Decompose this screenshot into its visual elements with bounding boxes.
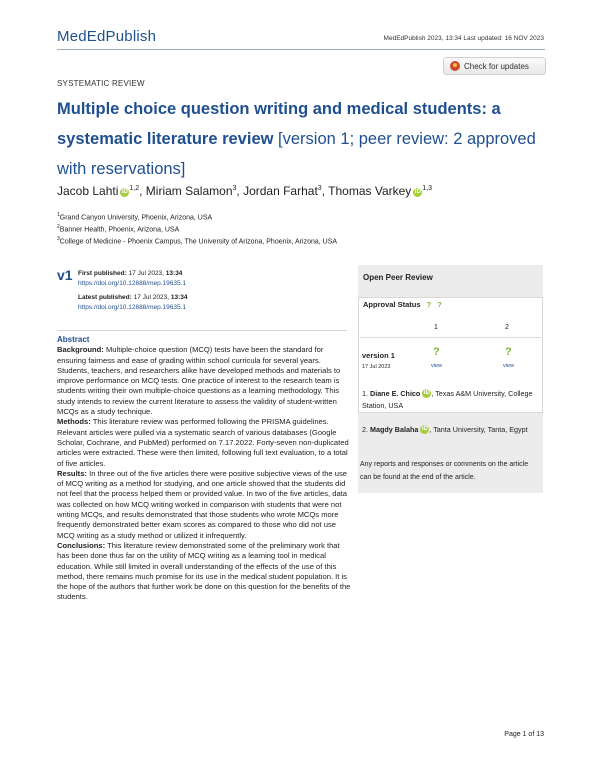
approval-reservation-icon: ? (437, 300, 442, 309)
reviewer-name[interactable]: Magdy Balaha (370, 425, 419, 434)
reviewer-entry (362, 424, 540, 436)
conclusions-label: Conclusions: (57, 540, 106, 550)
results-label: Results: (57, 468, 87, 478)
crossmark-icon (450, 61, 460, 71)
author-name[interactable]: Jordan Farhat (243, 184, 318, 198)
author-list: Jacob Lahti iD $^{1,2}$, Miriam Salamon$^3$, Jordan Farhat$^3$, Thomas Varkey iD $^{1,3}$ (57, 184, 433, 198)
author-name[interactable]: Miriam Salamon (145, 184, 233, 198)
reviewer-affiliation: , Tanta University, Tanta, Egypt (429, 425, 528, 434)
reviewer-affiliation: , Texas A&M University, College Station, USA (362, 389, 533, 410)
author-affil-ref: 3 (317, 185, 322, 192)
peer-review-status: [version 1; peer review: 2 approved with reservations] (57, 130, 536, 178)
reviewer-number: 2. (362, 425, 368, 434)
abstract-heading: Abstract (57, 335, 90, 344)
reviewer-2-status-icon: ? (505, 346, 512, 358)
header-divider (57, 49, 545, 50)
article-title (57, 94, 547, 184)
background-text: Multiple-choice question (MCQ) tests have been the standard for ensuring fairness and ease of grading within school curricula for several years. Students, teachers, and researchers alike have developed methods and materials to improve performance on MCQ tests. One practice of interest to the research team is students writing their own multiple-choice questions as a learning methodology. This study intends to review the current literature to assess the validity of student-written MCQs as a study technique. (57, 345, 341, 417)
affiliation-text: College of Medicine - Phoenix Campus, The University of Arizona, Phoenix, Arizona, USA (59, 238, 338, 246)
latest-published-issue: 13:34 (170, 294, 188, 301)
title-text: Multiple choice question writing and medical students: a systematic literature review (57, 100, 501, 148)
affiliation-text: Banner Health, Phoenix, Arizona, USA (59, 226, 180, 234)
affiliation (57, 224, 179, 233)
journal-brand[interactable]: MedEdPublish (57, 28, 157, 45)
first-doi-link[interactable]: https://doi.org/10.12688/mep.19635.1 (78, 280, 187, 287)
first-published-issue: 13:34 (165, 270, 183, 277)
orcid-icon[interactable]: iD (414, 189, 421, 195)
affiliation-number: 2 (57, 224, 60, 230)
peer-review-note: Any reports and responses or comments on the article can be found at the end of the article. (360, 461, 529, 481)
article-type: SYSTEMATIC REVIEW (57, 79, 145, 88)
reviewer-2-view-link[interactable]: view (503, 363, 515, 369)
abstract-background (57, 345, 351, 417)
table-divider (360, 337, 541, 338)
version-row-label: version 1 (362, 351, 395, 360)
author-name[interactable]: Thomas Varkey (328, 184, 412, 198)
check-for-updates-button[interactable] (443, 57, 546, 75)
affiliation (57, 236, 337, 245)
peer-review-heading: Open Peer Review (363, 273, 433, 282)
author-affil-ref: 1,2 (129, 185, 140, 192)
first-published-date: 17 Jul 2023, (128, 270, 164, 277)
affiliation (57, 212, 212, 221)
affiliation-number: 1 (57, 212, 60, 218)
reviewer-column-1: 1 (434, 324, 438, 331)
version-badge: v1 (57, 267, 73, 283)
latest-doi-link[interactable]: https://doi.org/10.12688/mep.19635.1 (78, 304, 187, 311)
abstract-methods (57, 417, 351, 468)
approval-reservation-icon: ? (426, 300, 432, 309)
abstract-conclusions (57, 541, 351, 603)
methods-label: Methods: (57, 417, 91, 427)
first-published-label: First published: (78, 270, 127, 277)
results-text: In three out of the five articles there were positive subjective views of the use of MCQ writing as a method for studying, and one article showed that the students did not feel that the process helped them or provided value. In two of the five articles, data was collected on how MCQ writing worked in comparison with students that were not writing MCQs, and results demonstrated that those students who wrote MCQs more frequently demonstrated better exam scores as compared to those who did not use MCQ writing as a study method or utilized it infrequently. (57, 468, 347, 540)
conclusions-text: This literature review demonstrated some of the preliminary work that has been done thus far on the utility of MCQ writing as a learning tool in medical education. While still limited in overall understanding of the effects of the use of this method, there remains much promise for its use in the medical student population. It is the hope of the authors that further work be done on this question for the benefits of the students. (57, 540, 351, 602)
author-affil-ref: 3 (232, 185, 237, 192)
reviewer-number: 1. (362, 389, 368, 398)
reviewer-column-2: 2 (505, 324, 509, 331)
reviewer-1-status-icon: ? (433, 346, 440, 358)
latest-published (78, 293, 187, 313)
abstract-divider (57, 330, 347, 331)
page-number: Page 1 of 13 (504, 731, 544, 738)
author-name[interactable]: Jacob Lahti (57, 184, 119, 198)
orcid-icon[interactable]: iD (121, 189, 128, 195)
latest-published-label: Latest published: (78, 294, 132, 301)
abstract-results (57, 469, 351, 541)
reviewer-name[interactable]: Diane E. Chico (370, 389, 421, 398)
approval-status (363, 300, 442, 309)
affiliation-text: Grand Canyon University, Phoenix, Arizona, USA (59, 214, 213, 222)
reviewer-1-view-link[interactable]: view (431, 363, 443, 369)
header-meta: MedEdPublish 2023, 13:34 Last updated: 16 NOV 2023 (383, 35, 544, 42)
approval-status-label: Approval Status (363, 300, 421, 309)
background-label: Background: (57, 345, 104, 355)
affiliation-number: 3 (57, 236, 60, 242)
check-for-updates-label: Check for updates (464, 61, 529, 71)
first-published (78, 269, 186, 289)
author-affil-ref: 1,3 (422, 185, 433, 192)
version-row-date: 17 Jul 2023 (362, 364, 391, 370)
abstract (57, 335, 351, 603)
reviewer-entry (362, 388, 540, 412)
latest-published-date: 17 Jul 2023, (133, 294, 170, 301)
orcid-icon[interactable]: iD (421, 426, 428, 432)
orcid-icon[interactable]: iD (423, 390, 430, 396)
methods-text: This literature review was performed following the PRISMA guidelines. Relevant articles were pulled via a systematic search of various databases (Google Scholar, Cochrane, and PubMed) performed on 7.17.2022. Forty-seven non-duplicated articles were extracted. These were then limited, following full text evaluation, to a total of five articles. (57, 417, 349, 468)
